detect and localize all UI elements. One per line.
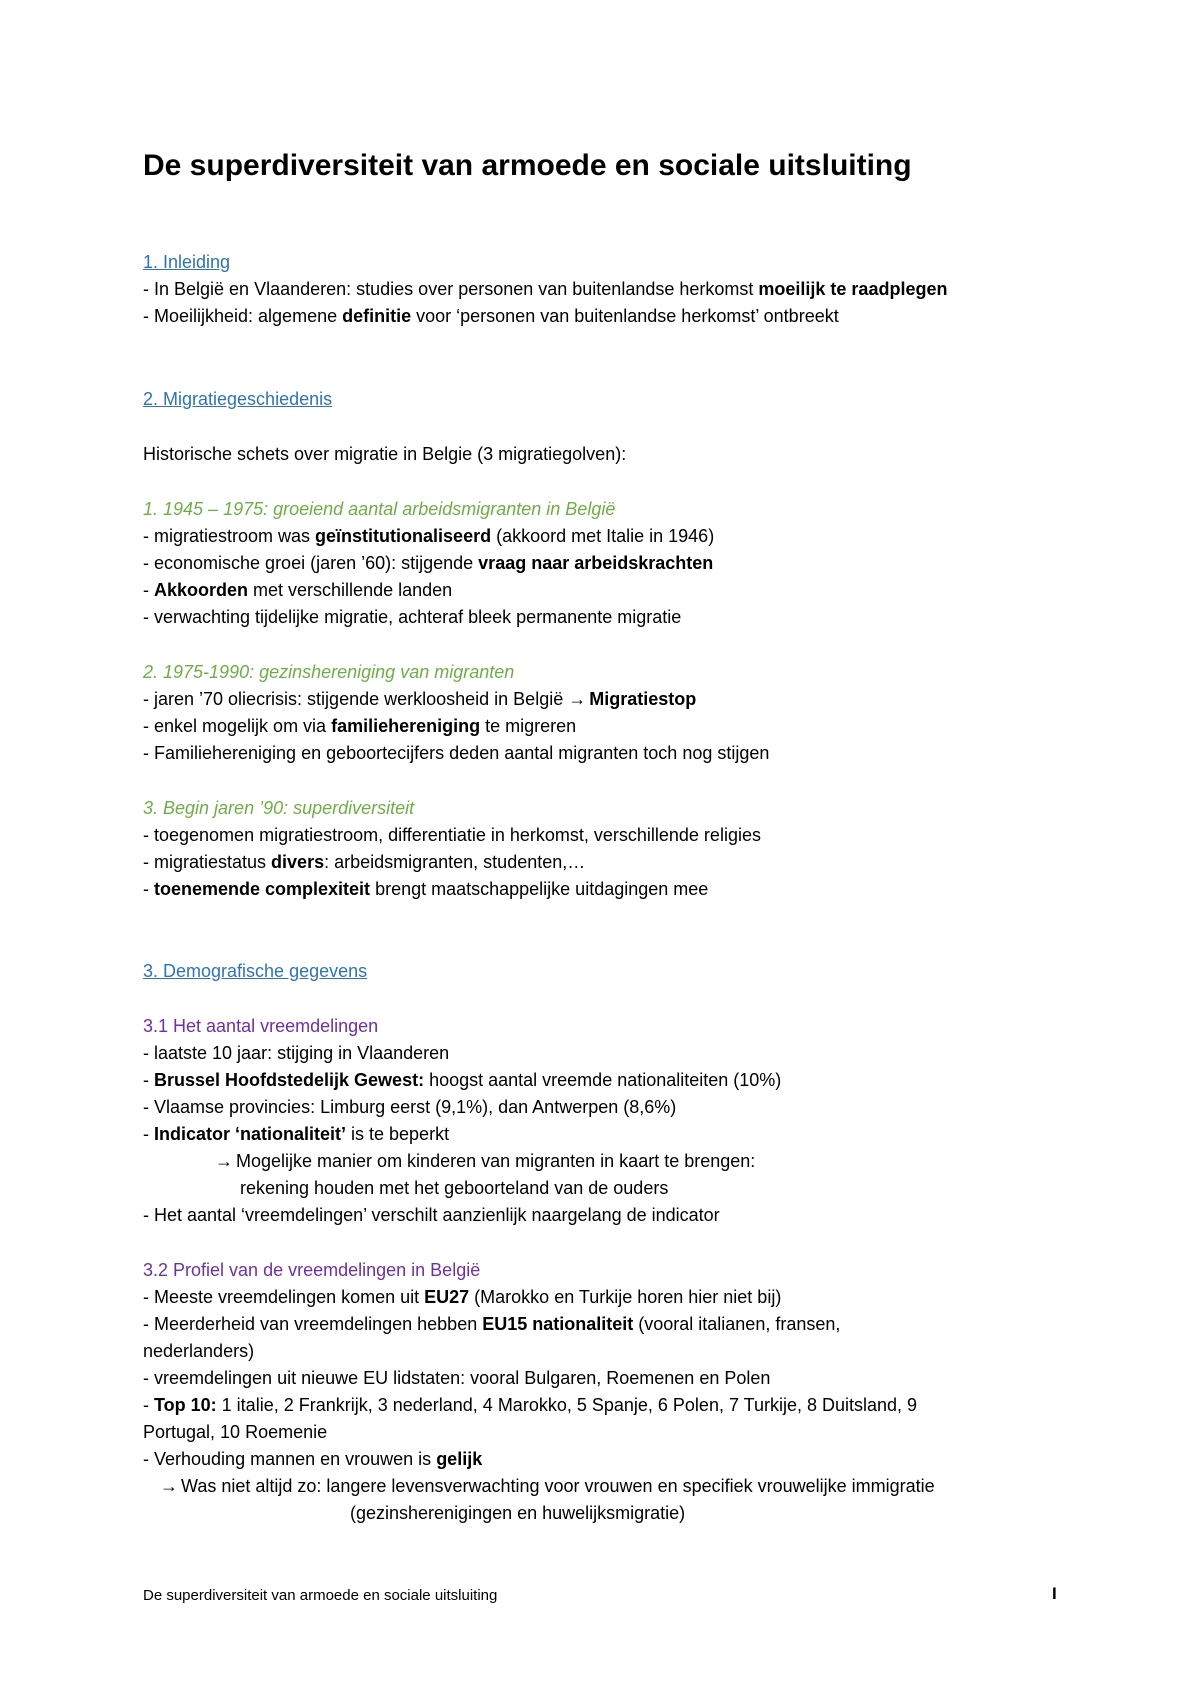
paragraph-line: nederlanders) (143, 1341, 255, 1361)
text-run: - Verhouding mannen en vrouwen is (143, 1449, 437, 1469)
text-run: - jaren ’70 oliecrisis: stijgende werkloosheid in België (143, 689, 569, 709)
paragraph-line (143, 1284, 781, 1311)
text-run: (vooral italianen, fransen, (633, 1314, 841, 1334)
section-heading-demografische-gegevens: 3. Demografische gegevens (143, 961, 368, 981)
subsection-heading-wave-1: 1. 1945 – 1975: groeiend aantal arbeidsmigranten in België (143, 499, 616, 519)
paragraph-line-indented: (gezinsherenigingen en huwelijksmigratie) (350, 1503, 686, 1523)
paragraph-line: - Vlaamse provincies: Limburg eerst (9,1%), dan Antwerpen (8,6%) (143, 1097, 677, 1117)
bold-text: Top 10: (154, 1395, 217, 1415)
paragraph-line-indented: rekening houden met het geboorteland van de ouders (240, 1178, 669, 1198)
text-run: - (143, 580, 154, 600)
bold-text: moeilijk te raadplegen (758, 279, 948, 299)
paragraph-line (143, 276, 947, 303)
text-run: - In België en Vlaanderen: studies over personen van buitenlandse herkomst (143, 279, 759, 299)
text-run: (akkoord met Italie in 1946) (491, 526, 715, 546)
text-run: hoogst aantal vreemde nationaliteiten (10%) (424, 1070, 782, 1090)
text-run: - Meeste vreemdelingen komen uit (143, 1287, 425, 1307)
paragraph-line (143, 686, 696, 713)
bold-text: geïnstitutionaliseerd (315, 526, 492, 546)
paragraph-line (143, 550, 713, 577)
arrow-right-icon: → (160, 1476, 178, 1496)
text-run: brengt maatschappelijke uitdagingen mee (370, 879, 709, 899)
text-run: Was niet altijd zo: langere levensverwachting voor vrouwen en specifiek vrouwelijke immigratie (181, 1476, 935, 1496)
paragraph-line (143, 1311, 840, 1338)
document-title: De superdiversiteit van armoede en sociale uitsluiting (143, 149, 912, 182)
text-run: - enkel mogelijk om via (143, 716, 332, 736)
text-run: - (143, 879, 154, 899)
arrow-right-icon: → (568, 689, 587, 709)
text-run: 1 italie, 2 Frankrijk, 3 nederland, 4 Marokko, 5 Spanje, 6 Polen, 7 Turkije, 8 Duitsland, 9 (216, 1395, 918, 1415)
text-run: - (143, 1124, 154, 1144)
text-run: - migratiestroom was (143, 526, 316, 546)
bold-text: divers (271, 852, 325, 872)
paragraph-line-indented (215, 1148, 755, 1175)
paragraph-line (143, 1121, 449, 1148)
paragraph-line (143, 1392, 917, 1419)
paragraph-line (143, 713, 576, 740)
paragraph-line: - laatste 10 jaar: stijging in Vlaanderen (143, 1043, 450, 1063)
bold-text: vraag naar arbeidskrachten (478, 553, 714, 573)
bold-text: Migratiestop (589, 689, 697, 709)
subsection-heading-wave-3: 3. Begin jaren ’90: superdiversiteit (143, 798, 415, 818)
text-run: - Meerderheid van vreemdelingen hebben (143, 1314, 483, 1334)
paragraph-line: - vreemdelingen uit nieuwe EU lidstaten: vooral Bulgaren, Roemenen en Polen (143, 1368, 771, 1388)
paragraph-line (143, 1067, 781, 1094)
text-run: - (143, 1395, 154, 1415)
paragraph-line (143, 1446, 482, 1473)
bold-text: toenemende complexiteit (154, 879, 371, 899)
text-run: is te beperkt (346, 1124, 450, 1144)
paragraph-line (143, 303, 839, 330)
text-run: - Moeilijkheid: algemene (143, 306, 343, 326)
bold-text: EU27 (424, 1287, 470, 1307)
paragraph-line-indented (160, 1473, 935, 1500)
text-run: Mogelijke manier om kinderen van migranten in kaart te brengen: (236, 1151, 756, 1171)
page-number: I (1052, 1584, 1057, 1603)
text-run: met verschillende landen (248, 580, 453, 600)
text-run: : arbeidsmigranten, studenten,… (324, 852, 586, 872)
paragraph-line: - Het aantal ‘vreemdelingen’ verschilt aanzienlijk naargelang de indicator (143, 1205, 720, 1225)
bold-text: familiehereniging (331, 716, 481, 736)
page-footer: De superdiversiteit van armoede en sociale uitsluiting (143, 1587, 498, 1604)
subsection-heading-aantal-vreemdelingen: 3.1 Het aantal vreemdelingen (143, 1016, 379, 1036)
bold-text: Akkoorden (154, 580, 249, 600)
paragraph-line (143, 577, 452, 604)
arrow-right-icon: → (215, 1151, 233, 1171)
paragraph-line: - verwachting tijdelijke migratie, achteraf bleek permanente migratie (143, 607, 682, 627)
text-run: - economische groei (jaren ’60): stijgende (143, 553, 479, 573)
text-run: - (143, 1070, 154, 1090)
paragraph-line (143, 523, 714, 550)
subsection-heading-wave-2: 2. 1975-1990: gezinshereniging van migranten (143, 662, 515, 682)
subsection-heading-profiel: 3.2 Profiel van de vreemdelingen in België (143, 1260, 481, 1280)
bold-text: EU15 nationaliteit (482, 1314, 634, 1334)
text-run: (Marokko en Turkije horen hier niet bij) (469, 1287, 782, 1307)
paragraph-line: - toegenomen migratiestroom, differentiatie in herkomst, verschillende religies (143, 825, 761, 845)
text-run: voor ‘personen van buitenlandse herkomst’ ontbreekt (411, 306, 839, 326)
text-run: te migreren (480, 716, 577, 736)
paragraph-line: Portugal, 10 Roemenie (143, 1422, 328, 1442)
text-run: - migratiestatus (143, 852, 272, 872)
section-heading-inleiding: 1. Inleiding (143, 252, 231, 272)
section-heading-migratiegeschiedenis: 2. Migratiegeschiedenis (143, 389, 333, 409)
bold-text: Indicator ‘nationaliteit’ (154, 1124, 347, 1144)
paragraph-line (143, 849, 585, 876)
paragraph-line (143, 876, 708, 903)
bold-text: gelijk (436, 1449, 483, 1469)
bold-text: Brussel Hoofdstedelijk Gewest: (154, 1070, 425, 1090)
bold-text: definitie (342, 306, 412, 326)
paragraph-line: Historische schets over migratie in Belgie (3 migratiegolven): (143, 444, 627, 464)
paragraph-line: - Familiehereniging en geboortecijfers deden aantal migranten toch nog stijgen (143, 743, 770, 763)
